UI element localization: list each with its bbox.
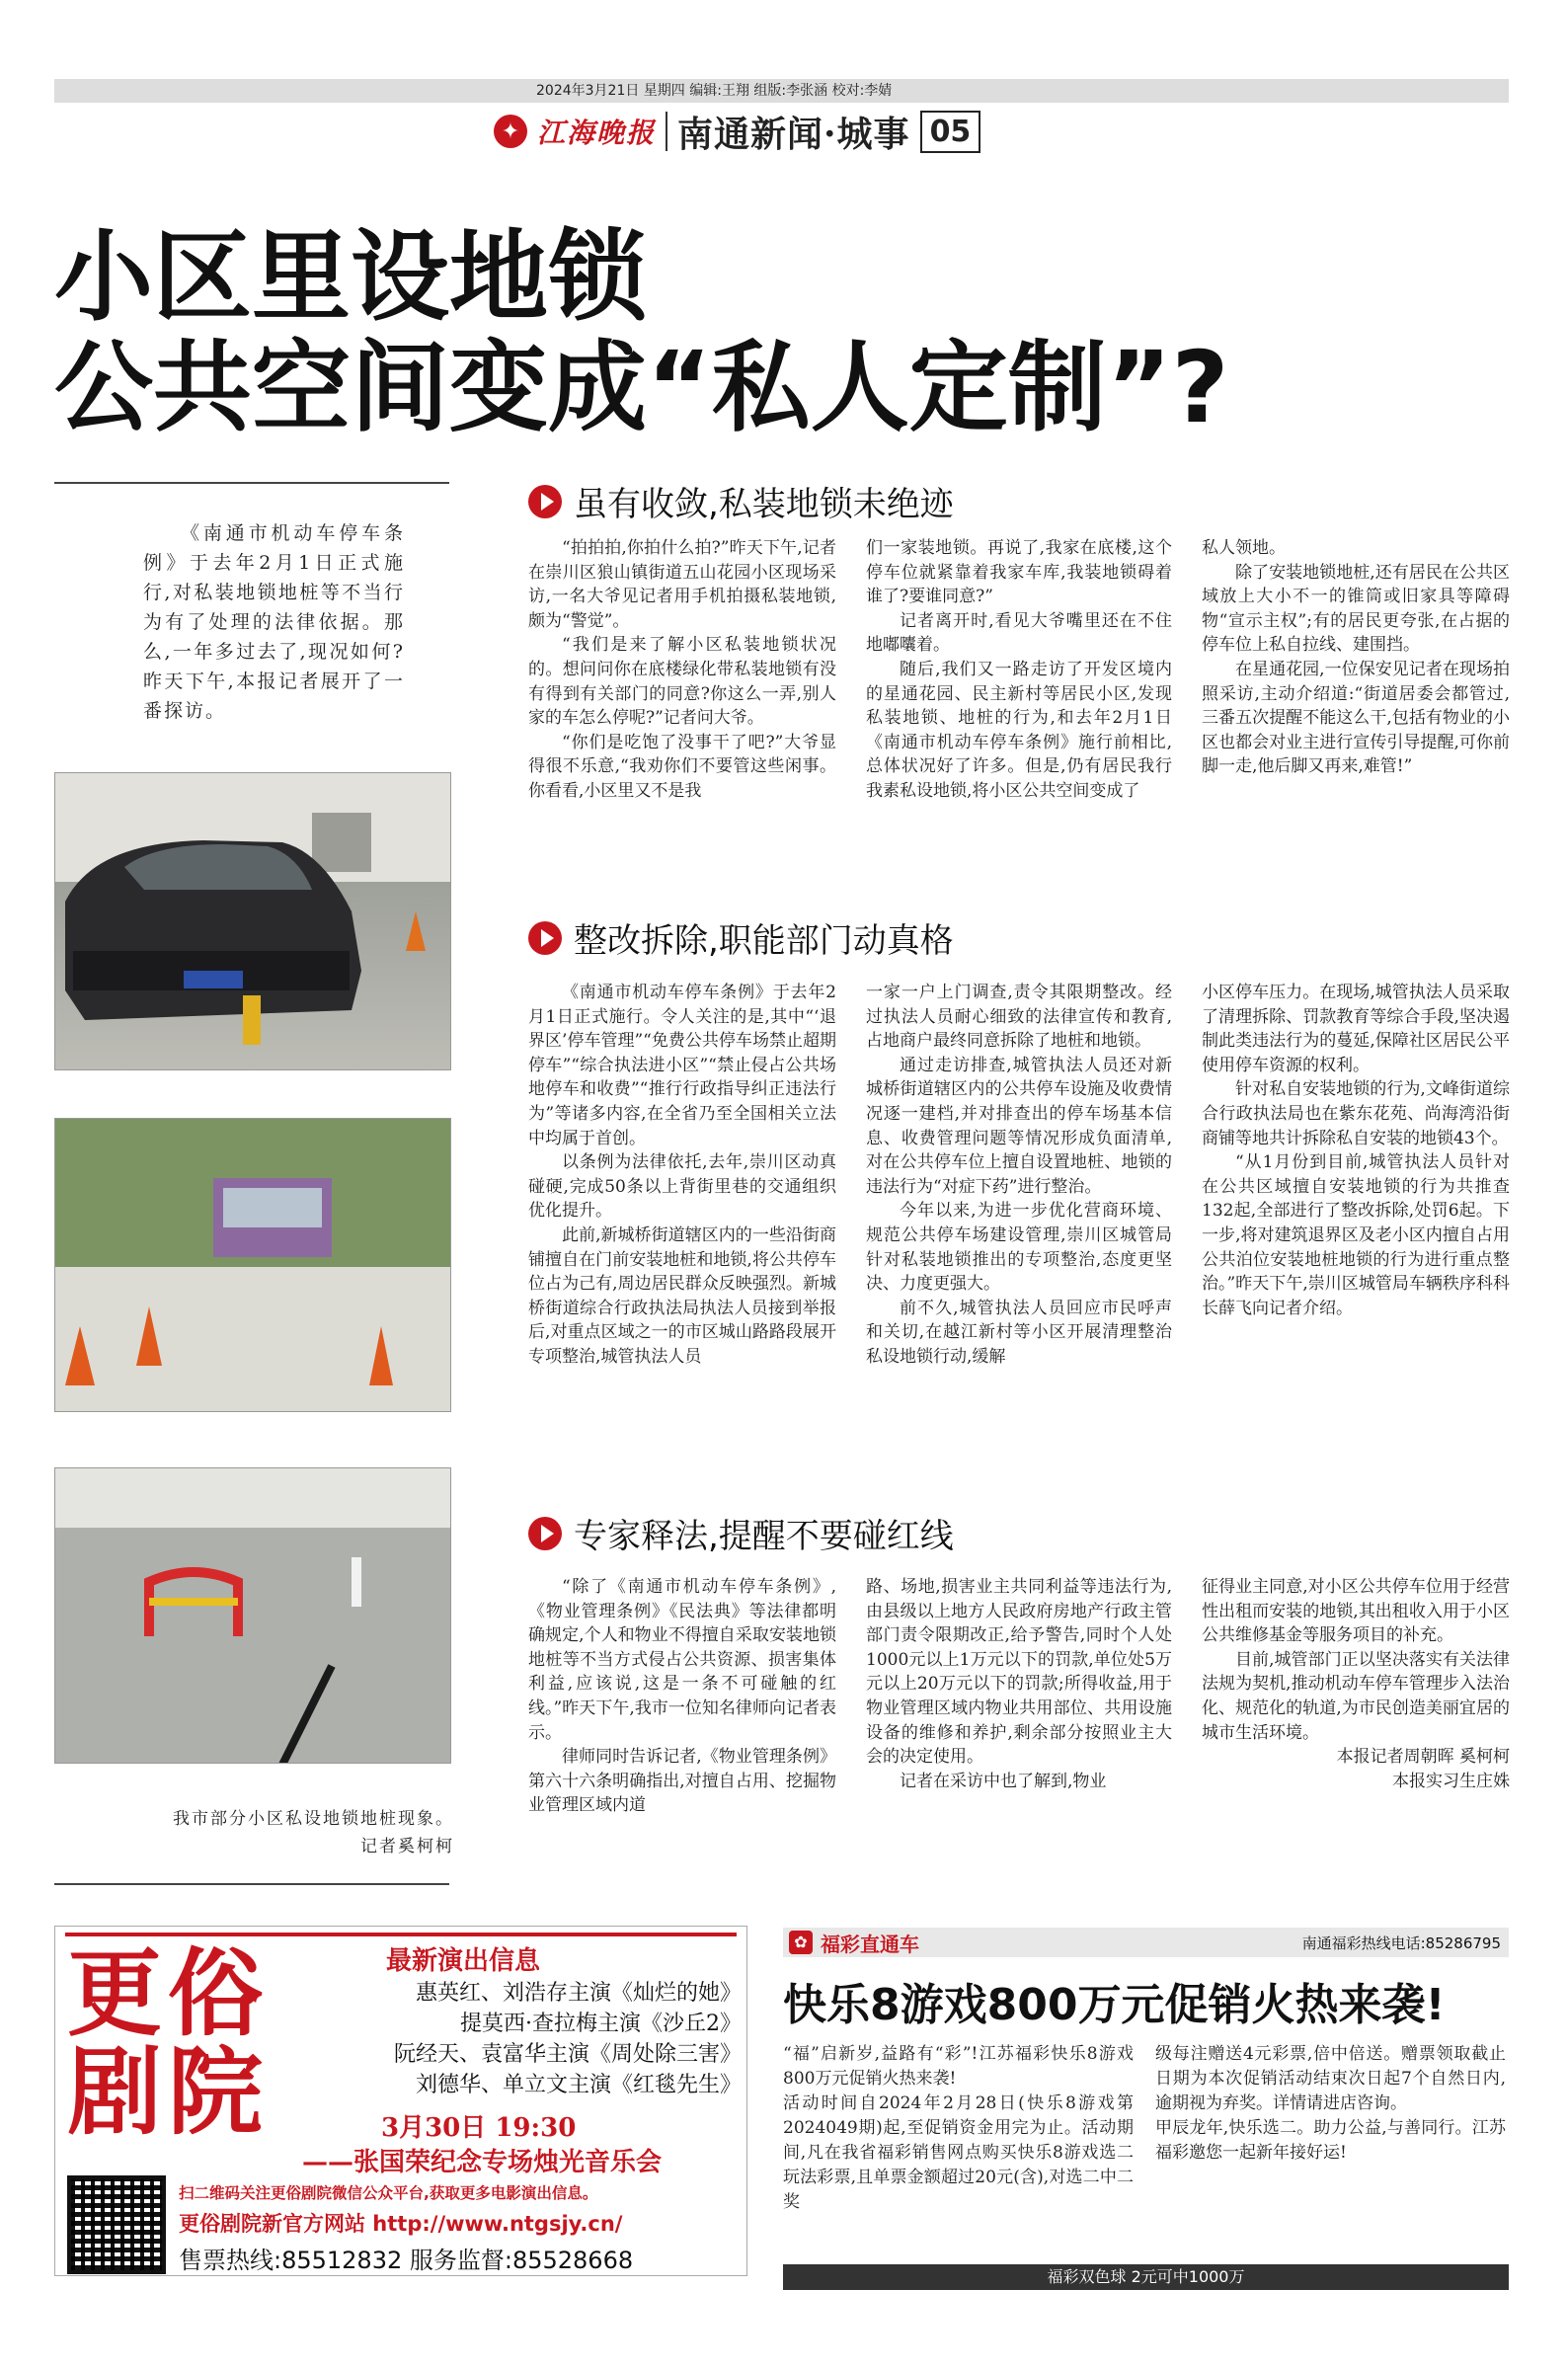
subhead-1-text: 虽有收敛,私装地锁未绝迹 <box>574 485 954 524</box>
subhead-2 <box>528 913 954 962</box>
photo-car-with-lock <box>54 772 451 1070</box>
lottery-header-bar <box>783 1928 1509 1957</box>
theater-logo: 更俗 剧院 <box>67 1938 269 2148</box>
section2-col3: 小区停车压力。在现场,城管执法人员采取了清理拆除、罚款教育等综合手段,坚决遏制此类违法行为的蔓延,保障社区居民公平使用停车资源的权利。 针对私自安装地锁的行为,文峰街道综合行政执法局也在紫东花苑、尚海湾沿街商铺等地共计拆除私自安装的地锁43个。 “从1月份到目前,城管执法人员针对在公共区域擅自安装地锁的行为共推查132起,全部进行了整改拆除,处罚6起。下一步,将对建筑退界区及老小区内擅自占用公共泊位安装地桩地锁的行为进行重点整治。”昨天下午,崇川区城管局车辆秩序科科长薛飞向记者介绍。 <box>1202 983 1510 1318</box>
lead-rule-bottom <box>54 1883 449 1885</box>
play-arrow-icon <box>528 1517 562 1550</box>
lead-rule-top <box>54 482 449 484</box>
byline-intern: 本报实习生庄姝 <box>1392 1771 1510 1791</box>
play-arrow-icon <box>528 485 562 518</box>
headline-line1: 小区里设地锁 <box>54 219 647 335</box>
subhead-3 <box>528 1509 954 1557</box>
subhead-1 <box>528 477 954 525</box>
dateline-bar: 2024年3月21日 星期四 编辑:王翔 组版:李张涵 校对:李婧 <box>54 79 1509 103</box>
headline <box>54 219 1437 445</box>
car-photo-illustration <box>55 773 451 1070</box>
plaza-photo-illustration <box>55 1119 451 1412</box>
concert-title: ——张国荣纪念专场烛光音乐会 <box>302 2148 663 2177</box>
ad-top-rule <box>65 1933 737 1936</box>
show-item: 刘德华、单立文主演《红毯先生》 <box>415 2073 742 2097</box>
show-item: 提莫西·查拉梅主演《沙丘2》 <box>460 2012 742 2036</box>
lottery-bottom-bar: 福彩双色球 2元可中1000万 <box>783 2264 1509 2290</box>
photo-parking-lock <box>54 1467 451 1764</box>
section3-col3: 征得业主同意,对小区公共停车位用于经营性出租而安装的地锁,其出租收入用于小区公共维修基金等服务项目的补充。 目前,城管部门正以坚决落实有关法律法规为契机,推动机动车停车管理步入法治化、规范化的轨道,为市民创造美丽宜居的城市生活环境。 本报记者周朝晖 奚柯柯 本报实习生庄姝 <box>1202 1575 1510 1893</box>
newspaper-logo-icon: ✦ <box>494 115 527 148</box>
caption-text: 我市部分小区私设地锁地桩现象。 <box>173 1809 454 1829</box>
section-title: 南通新闻·城事 <box>677 113 910 155</box>
theater-website-link[interactable]: 更俗剧院新官方网站 http://www.ntgsjy.cn/ <box>179 2212 623 2236</box>
section3-col1: “除了《南通市机动车停车条例》,《物业管理条例》《民法典》等法律都明确规定,个人和物业不得擅自采取安装地锁地桩等不当方式侵占公共资源、损害集体利益,应该说,这是一条不可碰触的红线。”昨天下午,我市一位知名律师向记者表示。 律师同时告诉记者,《物业管理条例》第六十六条明确指出,对擅自占用、挖掘物业管理区域内道 <box>528 1577 836 1816</box>
section1-col3: 私人领地。 除了安装地锁地桩,还有居民在公共区域放上大小不一的锥筒或旧家具等障碍物“宣示主权”;有的居民更夸张,在占据的停车位上私自拉线、建围挡。 在星通花园,一位保安见记者在现场拍照采访,主动介绍道:“街道居委会都管过,三番五次提醒不能这么干,包括有物业的小区也都会对业主进行宣传引导提醒,可你前脚一走,他后脚又再来,难管!” <box>1202 538 1510 777</box>
headline-line2: 公共空间变成“私人定制”? <box>54 330 1229 445</box>
caption-credit: 记者奚柯柯 <box>360 1837 454 1856</box>
newspaper-logo: 江海晚报 <box>537 117 657 149</box>
show-list <box>287 1978 742 2100</box>
lottery-body <box>783 2042 1509 2264</box>
shows-title: 最新演出信息 <box>386 1946 541 1976</box>
theater-ad <box>54 1926 747 2276</box>
show-item: 阮经天、袁富华主演《周处除三害》 <box>393 2042 742 2067</box>
qr-note: 扫二维码关注更俗剧院微信公众平台,获取更多电影演出信息。 <box>179 2184 598 2202</box>
lottery-logo-icon: ✿ <box>789 1931 813 1954</box>
section2-col1: 《南通市机动车停车条例》于去年2月1日正式施行。令人关注的是,其中“‘退界区’停车管理”“免费公共停车场禁止超期停车”“综合执法进小区”“禁止侵占公共场地停车和收费”“推行行政指导纠正违法行为”等诸多内容,在全省乃至全国相关立法中均属于首创。 以条例为法律依托,去年,崇川区动真碰硬,完成50条以上背街里巷的交通组织优化提升。 此前,新城桥街道辖区内的一些沿街商铺擅自在门前安装地桩和地锁,将公共停车位占为己有,周边居民群众反映强烈。新城桥街道综合行政执法局执法人员接到举报后,对重点区域之一的市区城山路路段展开专项整治,城管执法人员 <box>528 983 836 1367</box>
lottery-col2: 级每注赠送4元彩票,倍中倍送。赠票领取截止日期为本次促销活动结束次日起7个自然日内,逾期视为弃奖。详情请进店咨询。 甲辰龙年,快乐选二。助力公益,与善同行。江苏福彩邀您一起新年接好运! <box>1155 2044 1506 2163</box>
qr-code-icon[interactable] <box>67 2175 166 2274</box>
section1-col1: “拍拍拍,你拍什么拍?”昨天下午,记者在崇川区狼山镇街道五山花园小区现场采访,一名大爷见记者用手机拍摄私装地锁,颇为“警觉”。 “我们是来了解小区私装地锁状况的。想问问你在底楼绿化带私装地锁有没有得到有关部门的同意?你这么一弄,别人家的车怎么停呢?”记者问大爷。 “你们是吃饱了没事干了吧?”大爷显得很不乐意,“我劝你们不要管这些闲事。你看看,小区里又不是我 <box>528 538 836 801</box>
show-item: 惠英红、刘浩存主演《灿烂的她》 <box>415 1981 742 2006</box>
section2-col2: 一家一户上门调查,责令其限期整改。经过执法人员耐心细致的法律宣传和教育,占地商户最终同意拆除了地桩和地锁。 通过走访排查,城管执法人员还对新城桥街道辖区内的公共停车设施及收费情况逐一建档,并对排查出的停车场基本信息、收费管理问题等情况形成负面清单,对在公共停车位上擅自设置地桩、地锁的违法行为“对症下药”进行整治。 今年以来,为进一步优化营商环境、规范公共停车场建设管理,崇川区城管局针对私装地锁推出的专项整治,态度更坚决、力度更强大。 前不久,城管执法人员回应市民呼声和关切,在越江新村等小区开展清理整治私设地锁行动,缓解 <box>866 983 1172 1367</box>
subhead-3-text: 专家释法,提醒不要碰红线 <box>574 1517 954 1556</box>
ticket-hotline: 售票热线:85512832 服务监督:85528668 <box>179 2247 634 2274</box>
page-number: 05 <box>920 111 981 153</box>
section3-col2: 路、场地,损害业主共同利益等违法行为,由县级以上地方人民政府房地产行政主管部门责令限期改正,给予警告,同时个人处1000元以上1万元以下的罚款,单位处5万元以上20万元以下的罚款;所得收益,用于物业管理区域内物业共用部位、共用设施设备的维修和养护,剩余部分按照业主大会的决定使用。 记者在采访中也了解到,物业 <box>866 1577 1172 1791</box>
concert-date: 3月30日 19:30 <box>381 2113 577 2143</box>
lead-paragraph: 《南通市机动车停车条例》于去年2月1日正式施行,对私装地锁地桩等不当行为有了处理的法律依据。那么,一年多过去了,现况如何?昨天下午,本报记者展开了一番探访。 <box>143 522 405 722</box>
subhead-2-text: 整改拆除,职能部门动真格 <box>574 921 954 961</box>
lottery-col1: “福”启新岁,益路有“彩”!江苏福彩快乐8游戏800万元促销火热来袭! 活动时间自2024年2月28日(快乐8游戏第2024049期)起,至促销资金用完为止。活动期间,凡在我省福彩销售网点购买快乐8游戏选二玩法彩票,且单票金额超过20元(含),对选二中二奖 <box>783 2044 1134 2212</box>
lottery-ad <box>783 1928 1509 2286</box>
lottery-headline: 快乐8游戏800万元促销火热来袭! <box>783 1980 1446 2030</box>
play-arrow-icon <box>528 921 562 955</box>
lottery-brand: ✿ 福彩直通车 <box>783 1929 919 1957</box>
photo-cones-in-plaza <box>54 1118 451 1412</box>
lottery-hotline: 南通福彩热线电话:85286795 <box>1301 1934 1501 1952</box>
byline-reporters: 本报记者周朝晖 奚柯柯 <box>1336 1747 1510 1768</box>
masthead <box>494 107 980 156</box>
section1-col2: 们一家装地锁。再说了,我家在底楼,这个停车位就紧靠着我家车库,我装地锁碍着谁了?要谁同意?” 记者离开时,看见大爷嘴里还在不住地嘟囔着。 随后,我们又一路走访了开发区境内的星通花园、民主新村等居民小区,发现私装地锁、地桩的行为,和去年2月1日《南通市机动车停车条例》施行前相比,总体状况好了许多。但是,仍有居民我行我素私设地锁,将小区公共空间变成了 <box>866 538 1172 801</box>
parking-lock-illustration <box>55 1468 451 1764</box>
photo-caption <box>158 1805 454 1860</box>
divider <box>666 112 667 151</box>
